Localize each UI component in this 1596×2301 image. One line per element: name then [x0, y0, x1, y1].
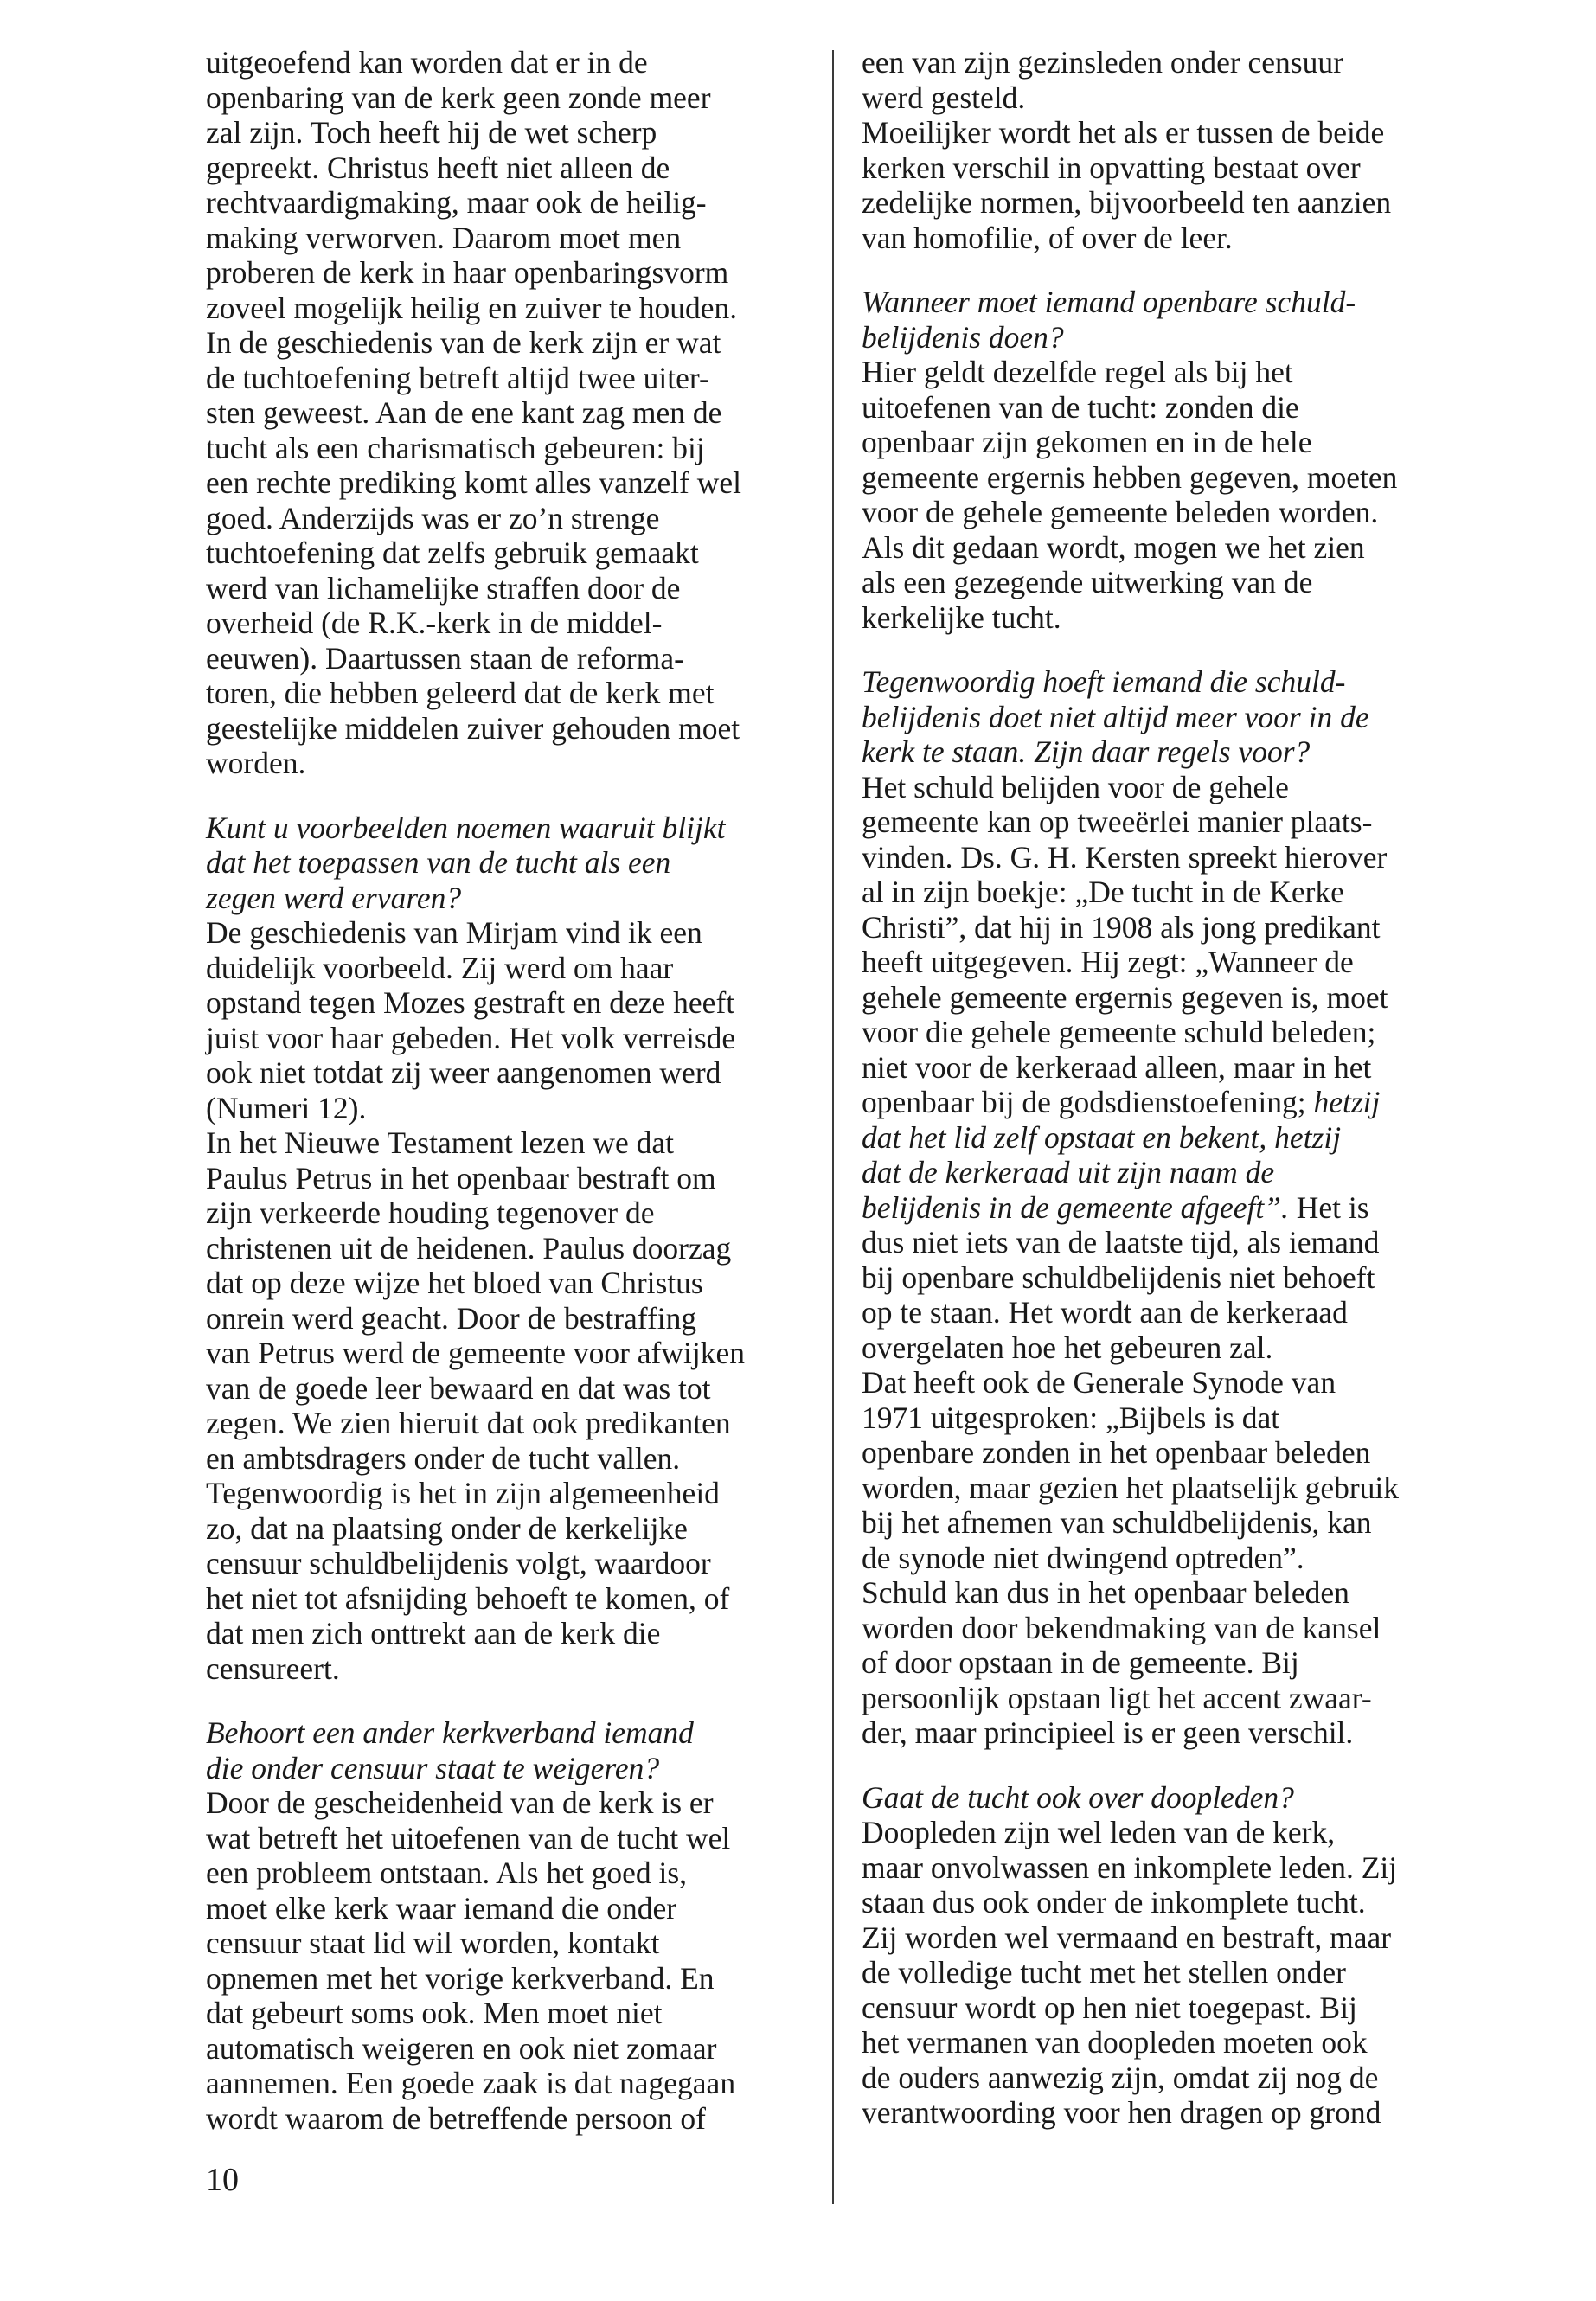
- text-line: uitgeoefend kan worden dat er in de: [206, 45, 648, 80]
- text-line: het niet tot afsnijding behoeft te komen, of: [206, 1580, 730, 1616]
- text-line: Paulus Petrus in het openbaar bestraft om: [206, 1160, 716, 1195]
- text-line: en ambtsdragers onder de tucht vallen.: [206, 1440, 681, 1476]
- text-line: werd gesteld.: [862, 80, 1026, 115]
- text-segment: heeft uitgegeven. Hij zegt: „Wanneer de: [862, 945, 1354, 979]
- text-line: maar onvolwassen en inkomplete leden. Zij: [862, 1849, 1398, 1885]
- interview-question: [862, 285, 1493, 355]
- quoted-italic-text: hetzij: [1313, 1085, 1381, 1119]
- answer-paragraph: [862, 45, 1493, 255]
- block-gap: [862, 635, 1493, 664]
- text-segment: bij het afnemen van schuldbelijdenis, kan: [862, 1505, 1372, 1540]
- text-line: [862, 1400, 1493, 1436]
- text-line: dat op deze wijze het bloed van Christus: [206, 1266, 703, 1300]
- text-segment: gemeente kan op tweeërlei manier plaats-: [862, 804, 1373, 839]
- block-gap: [862, 255, 1493, 285]
- quoted-italic-text: belijdenis in de gemeente afgeeft”.: [862, 1189, 1289, 1225]
- text-segment: openbaar bij de godsdienstoefening;: [862, 1085, 1314, 1119]
- text-line: dat men zich onttrekt aan de kerk die: [206, 1616, 661, 1650]
- answer-paragraph: [862, 355, 1493, 635]
- text-segment: dus niet iets van de laatste tijd, als iemand: [862, 1225, 1380, 1259]
- interview-question: [862, 664, 1493, 770]
- text-line: zegen werd ervaren?: [206, 880, 462, 915]
- text-line: [862, 1541, 1493, 1576]
- text-line: die onder censuur staat te weigeren?: [206, 1750, 660, 1785]
- quoted-italic-text: dat de kerkeraad uit zijn naam de: [862, 1155, 1275, 1189]
- text-line: rechtvaardigmaking, maar ook de heilig-: [206, 185, 707, 220]
- text-line: [862, 1295, 1493, 1330]
- text-line: censuur wordt op hen niet toegepast. Bij: [862, 1990, 1357, 2025]
- text-line: [862, 1365, 1493, 1400]
- text-line: In het Nieuwe Testament lezen we dat: [206, 1125, 674, 1160]
- text-segment: 1971 uitgesproken: „Bijbels is dat: [862, 1400, 1280, 1435]
- text-line: de tuchtoefening betreft altijd twee uiter-: [206, 360, 709, 395]
- text-line: overheid (de R.K.-kerk in de middel-: [206, 606, 663, 640]
- answer-paragraph: [206, 1785, 803, 2136]
- text-line: van Petrus werd de gemeente voor afwijken: [206, 1336, 746, 1370]
- text-segment: op te staan. Het wordt aan de kerkeraad: [862, 1295, 1348, 1330]
- block-gap: [862, 1751, 1493, 1780]
- text-line: de ouders aanwezig zijn, omdat zij nog de: [862, 2060, 1379, 2095]
- interview-question: [206, 811, 803, 916]
- text-segment: Het schuld belijden voor de gehele: [862, 769, 1289, 804]
- text-line: Tegenwoordig is het in zijn algemeenheid: [206, 1476, 720, 1510]
- text-segment: persoonlijk opstaan ligt het accent zwaar-: [862, 1680, 1372, 1715]
- text-line: kerkelijke tucht.: [862, 599, 1061, 635]
- text-line: sten geweest. Aan de ene kant zag men de: [206, 395, 722, 430]
- column-divider: [832, 50, 834, 2204]
- text-line: dat het toepassen van de tucht als een: [206, 845, 671, 880]
- text-line: Hier geldt dezelfde regel als bij het: [862, 355, 1293, 389]
- text-segment: vinden. Ds. G. H. Kersten spreekt hierover: [862, 839, 1388, 875]
- text-line: van de goede leer bewaard en dat was tot: [206, 1370, 711, 1406]
- text-line: een van zijn gezinsleden onder censuur: [862, 45, 1343, 80]
- answer-paragraph: [206, 45, 803, 781]
- answer-paragraph: [206, 915, 803, 1686]
- text-line: Wanneer moet iemand openbare schuld-: [862, 285, 1356, 319]
- text-line: christenen uit de heidenen. Paulus doorzag: [206, 1230, 732, 1266]
- text-segment: al in zijn boekje: „De tucht in de Kerke: [862, 875, 1344, 909]
- text-line: Kunt u voorbeelden noemen waaruit blijkt: [206, 810, 726, 845]
- text-line: [862, 1085, 1493, 1120]
- text-line: proberen de kerk in haar openbaringsvorm: [206, 255, 729, 290]
- page-number: 10: [206, 2162, 239, 2198]
- text-line: zijn verkeerde houding tegenover de: [206, 1195, 655, 1230]
- text-line: tuchtoefening dat zelfs gebruik gemaakt: [206, 535, 699, 570]
- text-segment: Christi”, dat hij in 1908 als jong predikant: [862, 909, 1381, 945]
- text-segment: worden, maar gezien het plaatselijk gebruik: [862, 1470, 1400, 1505]
- text-line: Als dit gedaan wordt, mogen we het zien: [862, 529, 1365, 565]
- text-line: [862, 1155, 1493, 1190]
- text-line: [862, 875, 1493, 910]
- text-line: openbaring van de kerk geen zonde meer: [206, 80, 711, 115]
- text-line: [862, 1681, 1493, 1716]
- interview-question: [862, 1780, 1493, 1816]
- text-segment: niet voor de kerkeraad alleen, maar in het: [862, 1049, 1372, 1085]
- text-line: [862, 1190, 1493, 1226]
- text-segment: openbare zonden in het openbaar beleden: [862, 1435, 1371, 1470]
- text-line: [862, 1645, 1493, 1681]
- text-line: een probleem ontstaan. Als het goed is,: [206, 1856, 688, 1890]
- text-line: automatisch weigeren en ook niet zomaar: [206, 2030, 717, 2066]
- text-line: Behoort een ander kerkverband iemand: [206, 1715, 694, 1750]
- text-line: het vermanen van doopleden moeten ook: [862, 2025, 1368, 2060]
- text-line: censuur schuldbelijdenis volgt, waardoor: [206, 1546, 711, 1580]
- text-line: [862, 1260, 1493, 1296]
- text-line: toren, die hebben geleerd dat de kerk met: [206, 676, 715, 710]
- text-line: zo, dat na plaatsing onder de kerkelijke: [206, 1510, 688, 1546]
- text-line: geestelijke middelen zuiver gehouden moet: [206, 710, 740, 746]
- text-segment: de synode niet dwingend optreden”.: [862, 1540, 1304, 1575]
- text-line: werd van lichamelijke straffen door de: [206, 570, 681, 606]
- text-line: belijdenis doen?: [862, 319, 1064, 355]
- text-line: kerken verschil in opvatting bestaat over: [862, 150, 1361, 185]
- text-line: moet elke kerk waar iemand die onder: [206, 1890, 677, 1926]
- text-line: censureert.: [206, 1650, 340, 1686]
- text-segment: Schuld kan dus in het openbaar beleden: [862, 1575, 1349, 1610]
- text-line: [862, 1575, 1493, 1611]
- text-segment: voor die gehele gemeente schuld beleden;: [862, 1015, 1376, 1049]
- text-segment: gehele gemeente ergernis gegeven is, moet: [862, 979, 1388, 1015]
- text-line: censuur staat lid wil worden, kontakt: [206, 1926, 660, 1960]
- text-segment: of door opstaan in de gemeente. Bij: [862, 1645, 1299, 1680]
- text-line: openbaar zijn gekomen en in de hele: [862, 425, 1312, 459]
- text-line: [862, 1471, 1493, 1506]
- text-segment: bij openbare schuldbelijdenis niet behoeft: [862, 1259, 1375, 1295]
- text-line: [862, 1435, 1493, 1471]
- text-line: goed. Anderzijds was er zo’n strenge: [206, 500, 660, 535]
- text-line: [862, 1050, 1493, 1086]
- answer-paragraph: [862, 770, 1493, 1751]
- text-segment: overgelaten hoe het gebeuren zal.: [862, 1330, 1273, 1365]
- text-line: voor de gehele gemeente beleden worden.: [862, 495, 1379, 529]
- interview-question: [206, 1715, 803, 1785]
- text-line: Moeilijker wordt het als er tussen de beide: [862, 115, 1385, 150]
- text-segment: Dat heeft ook de Generale Synode van: [862, 1365, 1336, 1400]
- block-gap: [206, 1686, 803, 1715]
- text-line: wordt waarom de betreffende persoon of: [206, 2100, 706, 2136]
- text-line: [862, 1330, 1493, 1366]
- text-line: staan dus ook onder de inkomplete tucht.: [862, 1885, 1366, 1920]
- text-line: zedelijke normen, bijvoorbeeld ten aanzien: [862, 185, 1392, 220]
- text-line: [862, 770, 1493, 805]
- text-line: als een gezegende uitwerking van de: [862, 565, 1313, 599]
- text-line: (Numeri 12).: [206, 1090, 367, 1125]
- text-line: Doopleden zijn wel leden van de kerk,: [862, 1815, 1336, 1849]
- text-line: tucht als een charismatisch gebeuren: bij: [206, 430, 705, 465]
- text-line: een rechte prediking komt alles vanzelf wel: [206, 465, 742, 500]
- text-segment: worden door bekendmaking van de kansel: [862, 1610, 1381, 1645]
- text-line: aannemen. Een goede zaak is dat nagegaan: [206, 2066, 736, 2100]
- text-line: opnemen met het vorige kerkverband. En: [206, 1960, 715, 1996]
- text-line: [862, 840, 1493, 875]
- text-line: opstand tegen Mozes gestraft en deze heeft: [206, 985, 735, 1020]
- text-line: making verworven. Daarom moet men: [206, 220, 682, 255]
- text-line: gemeente ergernis hebben gegeven, moeten: [862, 459, 1398, 495]
- text-line: zoveel mogelijk heilig en zuiver te houden.: [206, 290, 738, 325]
- text-line: Zij worden wel vermaand en bestraft, maar: [862, 1920, 1392, 1955]
- text-line: Door de gescheidenheid van de kerk is er: [206, 1785, 714, 1820]
- text-line: [862, 804, 1493, 840]
- text-line: [862, 1715, 1493, 1751]
- text-line: [862, 980, 1493, 1016]
- text-line: van homofilie, of over de leer.: [862, 220, 1233, 255]
- block-gap: [206, 781, 803, 811]
- text-line: Gaat de tucht ook over doopleden?: [862, 1779, 1294, 1815]
- right-column: [862, 45, 1493, 2131]
- text-line: de volledige tucht met het stellen onder: [862, 1955, 1346, 1990]
- text-line: wat betreft het uitoefenen van de tucht wel: [206, 1820, 731, 1856]
- text-line: zal zijn. Toch heeft hij de wet scherp: [206, 115, 657, 150]
- text-line: De geschiedenis van Mirjam vind ik een: [206, 915, 702, 950]
- text-segment: der, maar principieel is er geen verschil.: [862, 1715, 1354, 1750]
- text-line: [862, 1611, 1493, 1646]
- text-line: [862, 1015, 1493, 1050]
- text-line: [862, 1505, 1493, 1541]
- text-line: kerk te staan. Zijn daar regels voor?: [862, 734, 1311, 769]
- text-line: gepreekt. Christus heeft niet alleen de: [206, 150, 670, 185]
- text-line: belijdenis doet niet altijd meer voor in de: [862, 699, 1369, 734]
- text-line: juist voor haar gebeden. Het volk verreisde: [206, 1020, 736, 1055]
- left-column: [206, 45, 803, 2136]
- text-segment: Het is: [1288, 1189, 1369, 1225]
- text-line: eeuwen). Daartussen staan de reforma-: [206, 640, 684, 676]
- text-line: Tegenwoordig hoeft iemand die schuld-: [862, 664, 1346, 699]
- text-line: verantwoording voor hen dragen op grond: [862, 2095, 1381, 2130]
- text-line: ook niet totdat zij weer aangenomen werd: [206, 1055, 721, 1090]
- text-line: zegen. We zien hieruit dat ook predikanten: [206, 1406, 731, 1440]
- text-line: [862, 1225, 1493, 1260]
- text-line: duidelijk voorbeeld. Zij werd om haar: [206, 950, 674, 985]
- text-line: [862, 945, 1493, 980]
- text-line: dat gebeurt soms ook. Men moet niet: [206, 1996, 663, 2030]
- quoted-italic-text: dat het lid zelf opstaat en bekent, hetzij: [862, 1119, 1342, 1155]
- text-line: onrein werd geacht. Door de bestraffing: [206, 1300, 697, 1336]
- text-line: In de geschiedenis van de kerk zijn er wat: [206, 325, 721, 360]
- answer-paragraph: [862, 1815, 1493, 2131]
- text-line: worden.: [206, 746, 306, 780]
- text-line: [862, 910, 1493, 945]
- text-line: [862, 1120, 1493, 1156]
- text-line: uitoefenen van de tucht: zonden die: [862, 389, 1299, 425]
